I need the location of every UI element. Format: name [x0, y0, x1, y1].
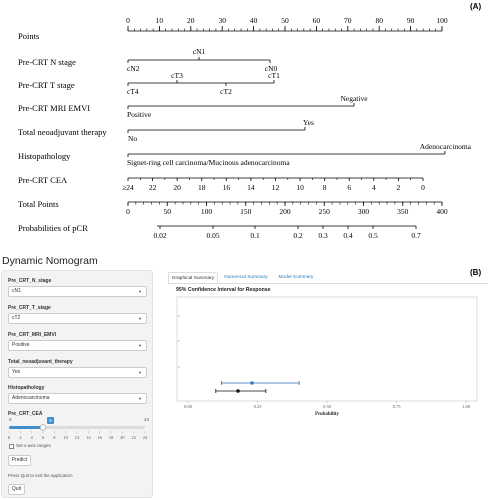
slider-tick-label: 22: [131, 435, 136, 440]
ci-chart: [170, 295, 480, 420]
ci-tick-label: 0.75: [392, 404, 401, 409]
cea-tick-label: 6: [347, 183, 352, 192]
field-label-cea: Pre_CRT_CEA: [8, 411, 43, 417]
ci-tick-label: 0.50: [323, 404, 331, 409]
cea-tick-label: 12: [271, 183, 280, 192]
slider-tick-label: 2: [19, 435, 22, 440]
total-tick-label: 100: [200, 207, 213, 216]
slider-tick-label: 4: [30, 435, 33, 440]
t-stage-ct3: cT3: [171, 71, 183, 80]
t-stage-ct1: cT1: [268, 71, 280, 80]
ci-tick-label: 0.00: [184, 404, 192, 409]
label-tnt: Total neoadjuvant therapy: [18, 127, 107, 137]
tab-numerical-summary[interactable]: Numerical Summary: [224, 275, 268, 280]
cea-tick-label: 20: [173, 183, 181, 192]
quit-hint: Press Quit to exit the application: [8, 473, 73, 478]
cea-tick-label: 10: [296, 183, 304, 192]
mri-negative: Negative: [340, 94, 368, 103]
x-axis-range-checkbox[interactable]: [9, 444, 14, 449]
points-tick-label: 30: [218, 16, 226, 25]
total-tick-label: 350: [397, 207, 409, 216]
nomogram-scales: [0, 0, 488, 245]
n-stage-cn1: cN1: [192, 47, 206, 56]
field-label-n-stage: Pre_CRT_N_stage: [8, 278, 52, 284]
tnt-no: No: [128, 134, 138, 143]
app-title: Dynamic Nomogram: [2, 255, 98, 267]
prob-tick-label: 0.7: [411, 231, 421, 240]
histo-select[interactable]: [8, 393, 147, 404]
label-cea: Pre-CRT CEA: [18, 175, 68, 185]
quit-button[interactable]: Quit: [8, 484, 25, 495]
prob-tick-label: 0.4: [343, 231, 353, 240]
total-tick-label: 50: [163, 207, 171, 216]
prob-tick-label: 0.05: [206, 231, 220, 240]
sidebar-panel: [1, 270, 153, 498]
cea-slider[interactable]: [2, 423, 152, 445]
points-tick-label: 80: [375, 16, 383, 25]
chevron-down-icon: ▼: [138, 289, 142, 294]
cea-tick-label: 22: [148, 183, 157, 192]
slider-tick-label: 12: [74, 435, 80, 440]
n-stage-cn0: cN0: [264, 64, 278, 73]
mri-select[interactable]: [8, 340, 147, 351]
points-tick-label: 40: [249, 16, 258, 25]
cea-max: 24: [144, 417, 150, 422]
chevron-down-icon: ▼: [138, 316, 142, 321]
slider-tick-label: 8: [53, 435, 56, 440]
ci-point: [250, 382, 253, 385]
cea-tick-label: ≥24: [122, 183, 134, 192]
mri-positive: Positive: [127, 110, 152, 119]
points-tick-label: 50: [281, 16, 289, 25]
slider-tick-label: 10: [63, 435, 68, 440]
points-tick-label: 0: [126, 16, 130, 25]
t-stage-ct4: cT4: [127, 87, 139, 96]
field-label-tnt: Total_neoadjuvant_therapy: [8, 359, 73, 365]
slider-tick-label: 16: [97, 435, 102, 440]
cea-tick-label: 4: [371, 183, 376, 192]
cea-value-badge: 6: [47, 417, 54, 424]
histo-adeno: Adenocarcinoma: [419, 142, 471, 151]
tnt-value: Yes: [12, 369, 21, 375]
slider-tick-label: 18: [108, 435, 114, 440]
slider-tick-label: 24: [142, 435, 148, 440]
cea-tick-label: 16: [222, 183, 231, 192]
predict-button[interactable]: Predict: [8, 455, 31, 466]
total-tick-label: 300: [357, 207, 370, 216]
label-histo: Histopathology: [18, 151, 71, 161]
tab-model-summary[interactable]: Model Summary: [278, 275, 314, 280]
ci-xlabel: Probability: [314, 412, 340, 417]
tab-graphical-summary[interactable]: Graphical Summary: [168, 272, 218, 283]
points-tick-label: 100: [436, 16, 448, 25]
mri-value: Positive: [12, 342, 30, 348]
panel-a-label: (A): [470, 2, 482, 11]
total-tick-label: 200: [279, 207, 291, 216]
cea-tick-label: 8: [322, 183, 327, 192]
ci-tick-label: 1.00: [462, 404, 470, 409]
label-mri: Pre-CRT MRI EMVI: [18, 103, 91, 113]
panel-b-label: (B): [470, 268, 482, 277]
ci-title: 95% Confidence Interval for Response: [176, 287, 271, 293]
chevron-down-icon: ▼: [138, 396, 142, 401]
ci-tick-label: 0.25: [253, 404, 262, 409]
tnt-select[interactable]: [8, 367, 147, 378]
field-label-t-stage: Pre_CRT_T_stage: [8, 305, 51, 311]
total-tick-label: 250: [318, 207, 330, 216]
prob-tick-label: 0.2: [293, 231, 303, 240]
total-tick-label: 0: [126, 207, 130, 216]
points-tick-label: 10: [155, 16, 164, 25]
n-stage-cn2: cN2: [127, 64, 140, 73]
prob-tick-label: 0.3: [318, 231, 328, 240]
slider-tick-label: 6: [41, 435, 45, 440]
points-tick-label: 20: [187, 16, 195, 25]
prob-tick-label: 0.5: [368, 231, 378, 240]
n-stage-select[interactable]: [8, 286, 147, 297]
n-stage-value: cN1: [12, 288, 21, 294]
histo-value: Adenocarcinoma: [12, 395, 50, 401]
label-prob: Probabilities of pCR: [18, 223, 88, 233]
chevron-down-icon: ▼: [138, 370, 142, 375]
total-tick-label: 400: [436, 207, 448, 216]
histo-signet: Signet-ring cell carcinoma/Mucinous adenocarcinoma: [127, 158, 290, 167]
points-tick-label: 60: [312, 16, 321, 25]
checkbox-label: Set x-axis ranges: [16, 443, 51, 448]
cea-tick-label: 14: [247, 183, 255, 192]
label-total-points: Total Points: [18, 199, 59, 209]
slider-tick-label: 0: [7, 435, 11, 440]
points-tick-label: 70: [344, 16, 352, 25]
t-stage-select[interactable]: [8, 313, 147, 324]
chevron-down-icon: ▼: [138, 343, 142, 348]
tabs-underline: [168, 283, 488, 284]
slider-tick-label: 20: [120, 435, 125, 440]
slider-tick-label: 14: [86, 435, 91, 440]
t-stage-ct2: cT2: [220, 87, 232, 96]
points-tick-label: 90: [406, 16, 415, 25]
prob-tick-label: 0.1: [250, 231, 260, 240]
cea-min: 0: [9, 417, 12, 422]
label-points: Points: [18, 31, 40, 41]
tnt-yes: Yes: [303, 118, 314, 127]
ci-point: [236, 389, 240, 393]
cea-tick-label: 2: [396, 183, 401, 192]
label-t-stage: Pre-CRT T stage: [18, 80, 75, 90]
field-label-histo: Histopathology: [8, 385, 45, 391]
prob-tick-label: 0.02: [153, 231, 167, 240]
t-stage-value: cT2: [12, 315, 21, 321]
field-label-mri: Pre_CRT_MRI_EMVI: [8, 332, 57, 338]
cea-tick-label: 0: [421, 183, 425, 192]
label-n-stage: Pre-CRT N stage: [18, 57, 76, 67]
cea-tick-label: 18: [198, 183, 206, 192]
total-tick-label: 150: [240, 207, 252, 216]
